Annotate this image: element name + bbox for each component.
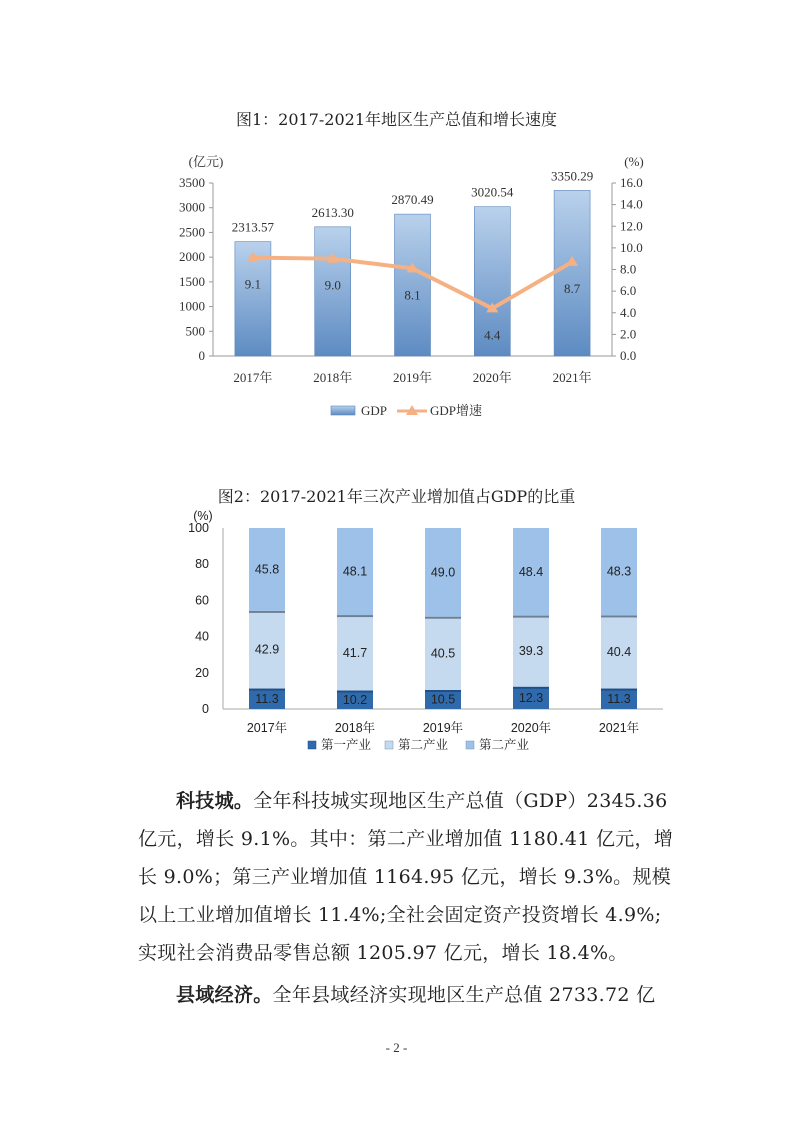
growth-label: 8.7 xyxy=(563,280,581,296)
page-number: - 2 - xyxy=(385,1040,408,1055)
legend-label-gdp: GDP xyxy=(361,403,388,418)
x-tick-label: 2019年 xyxy=(422,721,464,735)
legend-label-growth: GDP增速 xyxy=(430,403,483,418)
growth-label: 4.4 xyxy=(484,327,501,343)
gdp-bar-label: 2870.49 xyxy=(391,192,434,208)
x-tick-label: 2017年 xyxy=(246,721,288,735)
para-text: 亿元，增长 9.1%。其中：第二产业增加值 1180.41 亿元，增 xyxy=(138,828,674,850)
segment-label: 10.5 xyxy=(430,692,456,707)
segment-label: 12.3 xyxy=(518,690,544,705)
y-tick-label-right: 2.0 xyxy=(620,326,637,342)
y-tick-label-left: 0 xyxy=(198,348,205,363)
y-tick-label-left: 2500 xyxy=(179,224,205,240)
y-tick-label-right: 16.0 xyxy=(620,175,643,190)
y-tick-label-left: 1000 xyxy=(179,298,205,314)
para-line xyxy=(138,976,678,1014)
legend-swatch-gdp xyxy=(331,406,355,415)
para-text: 长 9.0%；第三产业增加值 1164.95 亿元，增长 9.3%。规模 xyxy=(138,866,672,888)
segment-label: 10.2 xyxy=(342,692,368,707)
y-tick-label-right: 0.0 xyxy=(620,348,637,363)
y-tick-label-left: 1500 xyxy=(179,273,205,289)
y-tick-label-right: 6.0 xyxy=(620,283,637,299)
segment-edge xyxy=(249,689,285,691)
para-line xyxy=(138,934,678,972)
segment-edge xyxy=(601,689,637,691)
segment-label: 48.4 xyxy=(518,564,544,579)
para-text: 实现社会消费品零售总额 1205.97 亿元，增长 18.4%。 xyxy=(138,942,628,964)
growth-label: 8.1 xyxy=(404,287,421,303)
y-tick-label-right: 12.0 xyxy=(620,218,643,234)
segment-label: 49.0 xyxy=(430,565,456,580)
legend-swatch-1 xyxy=(308,741,316,749)
y-tick-label-right: 10.0 xyxy=(620,239,643,255)
legend-swatch-3 xyxy=(466,741,474,749)
segment-edge xyxy=(513,616,549,618)
y-tick-label: 100 xyxy=(188,521,209,535)
legend-label-2: 第二产业 xyxy=(398,738,449,752)
growth-label: 9.1 xyxy=(244,276,262,292)
x-tick-label: 2021年 xyxy=(552,370,592,385)
figure-2-title: 图2：2017-2021年三次产业增加值占GDP的比重 xyxy=(217,487,576,506)
y-axis-unit-right: (%) xyxy=(624,154,644,169)
segment-label: 48.3 xyxy=(606,564,632,579)
y-axis-unit: (%) xyxy=(193,509,213,523)
legend-label-1: 第一产业 xyxy=(321,738,372,752)
y-tick-label: 40 xyxy=(195,629,209,644)
para-line xyxy=(138,896,678,934)
y-tick-label: 0 xyxy=(202,702,209,716)
x-tick-label: 2021年 xyxy=(598,721,640,735)
y-tick-label-right: 4.0 xyxy=(620,304,637,320)
gdp-bar-label: 3020.54 xyxy=(471,184,514,200)
x-tick-label: 2020年 xyxy=(472,370,512,385)
para-line xyxy=(138,858,678,896)
y-tick-label-left: 500 xyxy=(185,323,205,339)
para-line xyxy=(138,820,678,858)
segment-label: 40.5 xyxy=(430,646,456,661)
para-text: 全年县域经济实现地区生产总值 2733.72 亿 xyxy=(272,984,656,1006)
gdp-bar xyxy=(554,190,590,356)
segment-label: 41.7 xyxy=(342,645,368,660)
y-axis-unit-left: (亿元) xyxy=(188,154,224,169)
y-tick-label-left: 2000 xyxy=(179,249,205,265)
segment-label: 11.3 xyxy=(607,691,631,706)
segment-label: 45.8 xyxy=(254,562,280,577)
segment-label: 39.3 xyxy=(518,644,544,659)
segment-edge xyxy=(425,617,461,619)
legend-label-3: 第二产业 xyxy=(479,738,530,752)
gdp-bar-label: 2313.57 xyxy=(231,219,275,235)
growth-label: 9.0 xyxy=(324,277,341,293)
segment-edge xyxy=(249,611,285,613)
para-text: 全年科技城实现地区生产总值（GDP）2345.36 xyxy=(253,790,668,812)
gdp-bar xyxy=(395,214,431,356)
y-tick-label: 80 xyxy=(195,557,209,572)
x-tick-label: 2018年 xyxy=(313,370,353,385)
para-text: 以上工业增加值增长 11.4%;全社会固定资产投资增长 4.9%; xyxy=(138,904,662,926)
y-tick-label-left: 3000 xyxy=(179,199,205,215)
x-tick-label: 2018年 xyxy=(334,721,376,735)
segment-label: 48.1 xyxy=(342,564,368,579)
para-heading: 县域经济。 xyxy=(176,984,273,1006)
para-heading: 科技城。 xyxy=(176,790,254,812)
segment-edge xyxy=(337,615,373,617)
paragraph-tech-city xyxy=(138,782,678,972)
y-tick-label-left: 3500 xyxy=(179,175,205,190)
segment-label: 42.9 xyxy=(254,642,280,657)
x-tick-label: 2019年 xyxy=(392,370,433,385)
chart-gdp-growth xyxy=(0,140,793,440)
chart-industry-share xyxy=(0,505,793,765)
y-tick-label: 60 xyxy=(195,593,209,608)
figure-1-title: 图1：2017-2021年地区生产总值和增长速度 xyxy=(235,110,558,129)
segment-edge xyxy=(601,615,637,617)
y-tick-label: 20 xyxy=(195,665,209,680)
segment-edge xyxy=(513,687,549,689)
segment-label: 11.3 xyxy=(255,691,279,706)
gdp-bar-label: 3350.29 xyxy=(550,168,594,184)
x-tick-label: 2020年 xyxy=(510,721,552,735)
paragraph-county-economy xyxy=(138,976,678,1014)
y-tick-label-right: 14.0 xyxy=(620,196,643,212)
para-line xyxy=(138,782,678,820)
y-tick-label-right: 8.0 xyxy=(620,261,637,277)
gdp-bar-label: 2613.30 xyxy=(311,204,354,220)
legend-swatch-2 xyxy=(385,741,393,749)
segment-label: 40.4 xyxy=(606,644,632,659)
x-tick-label: 2017年 xyxy=(233,370,273,385)
